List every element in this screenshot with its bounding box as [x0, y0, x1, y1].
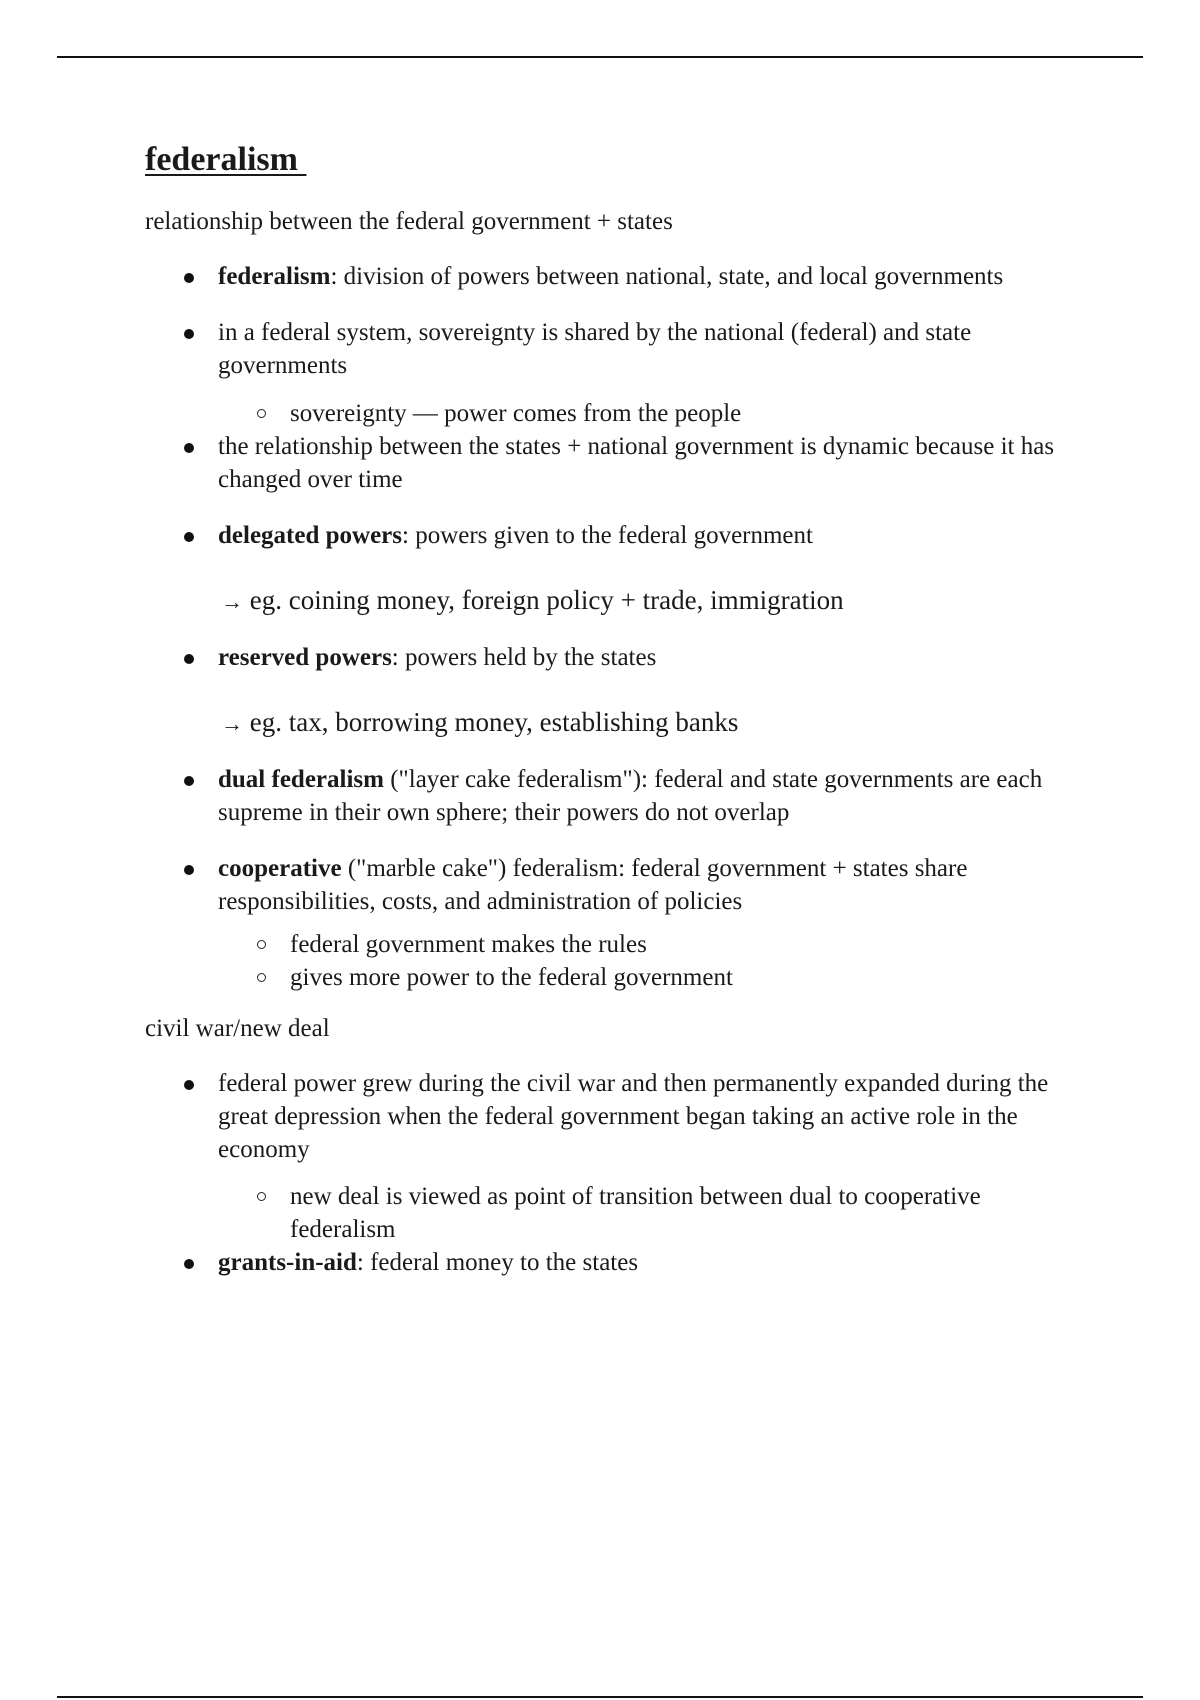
list-item: [145, 1067, 1075, 1166]
list-item: [145, 316, 1075, 382]
example-text: eg. tax, borrowing money, establishing banks: [249, 706, 739, 737]
term: grants-in-aid: [218, 1248, 357, 1276]
item-text: gives more power to the federal government: [290, 963, 733, 991]
arrow-icon: →: [221, 710, 243, 736]
example-line: [145, 584, 1075, 618]
item-text: federal power grew during the civil war and then permanently expanded during the great depression when the federal government began taking an active role in the economy: [218, 1069, 1049, 1163]
bottom-rule: [57, 1696, 1143, 1698]
bullet-icon: [184, 532, 194, 542]
sub-list-item: [145, 397, 1075, 430]
item-text: sovereignty — power comes from the people: [290, 399, 742, 427]
sub-list-item: [145, 961, 1075, 994]
list-item: [145, 1246, 1075, 1279]
list-item: [145, 641, 1075, 674]
bullet-list: [145, 1067, 1075, 1279]
sub-bullet-icon: [257, 1192, 266, 1201]
definition: : powers given to the federal government: [402, 521, 813, 549]
definition: : division of powers between national, state, and local governments: [330, 262, 1004, 290]
item-text: in a federal system, sovereignty is shared by the national (federal) and state governments: [218, 318, 972, 379]
list-item: [145, 763, 1075, 829]
definition: ("marble cake") federalism: federal government + states share responsibilities, costs, and administration of policies: [218, 854, 968, 915]
term: federalism: [218, 262, 331, 290]
term: cooperative: [218, 854, 342, 882]
item-text: federal government makes the rules: [290, 930, 647, 958]
bullet-icon: [184, 654, 194, 664]
top-rule: [57, 56, 1143, 58]
intro-text: relationship between the federal government + states: [145, 207, 673, 235]
definition: : federal money to the states: [356, 1248, 639, 1276]
item-text: new deal is viewed as point of transition between dual to cooperative federalism: [290, 1182, 981, 1243]
example-text: eg. coining money, foreign policy + trade, immigration: [249, 584, 844, 615]
sub-bullet-icon: [257, 409, 266, 418]
bullet-icon: [184, 443, 194, 453]
bullet-icon: [184, 1080, 194, 1090]
term: reserved powers: [218, 643, 392, 671]
bullet-icon: [184, 865, 194, 875]
bullet-list: [145, 260, 1075, 994]
bullet-icon: [184, 776, 194, 786]
list-item: [145, 852, 1075, 918]
definition: : powers held by the states: [391, 643, 657, 671]
list-item: [145, 430, 1075, 496]
sub-bullet-icon: [257, 940, 266, 949]
term: dual federalism: [218, 765, 384, 793]
page-title: federalism: [145, 141, 307, 178]
arrow-icon: →: [221, 588, 243, 614]
list-item: [145, 519, 1075, 552]
term: delegated powers: [218, 521, 402, 549]
document-body: [145, 140, 1075, 1280]
list-item: [145, 260, 1075, 293]
section-heading: civil war/new deal: [145, 1014, 330, 1042]
bullet-icon: [184, 329, 194, 339]
sub-bullet-icon: [257, 973, 266, 982]
bullet-icon: [184, 273, 194, 283]
sub-list-item: [145, 928, 1075, 961]
bullet-icon: [184, 1259, 194, 1269]
item-text: the relationship between the states + national government is dynamic because it has changed over time: [218, 432, 1055, 493]
example-line: [145, 706, 1075, 740]
definition: ("layer cake federalism"): federal and state governments are each supreme in their own sphere; their powers do not overlap: [218, 765, 1043, 826]
sub-list-item: [145, 1180, 1075, 1246]
